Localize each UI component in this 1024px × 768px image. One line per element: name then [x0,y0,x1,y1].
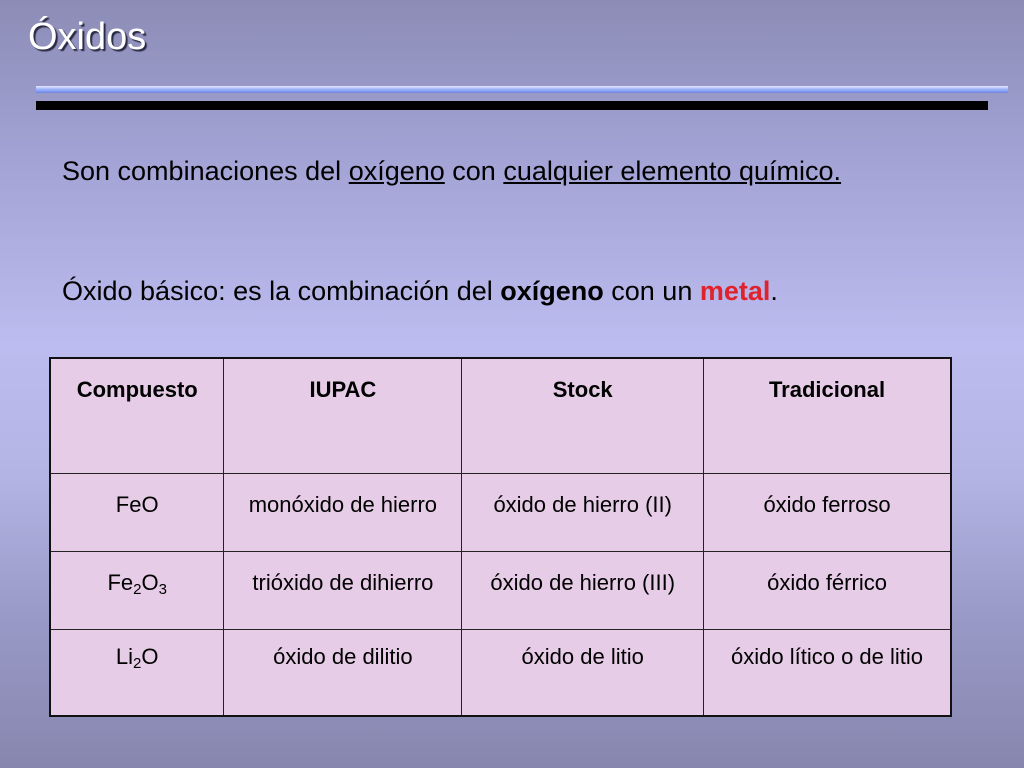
oxygen-bold-text: oxígeno [500,276,604,306]
compound-part: Li [115,644,134,669]
compound-part: O [141,644,159,669]
definition-text-2: con [444,156,504,186]
compound-cell [50,630,224,717]
basic-oxide-text-3: . [770,276,778,306]
stock-cell: óxido de hierro (II) [462,474,704,552]
definition-text-1: Son combinaciones del [62,156,349,186]
compound-cell [50,552,224,630]
metal-highlight-text: metal [699,276,771,306]
compound-subscript: 2 [133,655,142,672]
compound-part: FeO [115,492,159,517]
header-compuesto: Compuesto [50,358,224,474]
compound-subscript: 2 [133,581,142,598]
compound-subscript: 3 [158,581,167,598]
table-row [50,474,951,552]
compound-cell [50,474,224,552]
table-header-row [50,358,951,474]
oxygen-link-text: oxígeno [348,156,445,186]
header-iupac: IUPAC [224,358,462,474]
title-rule-dark [36,101,988,110]
iupac-cell: monóxido de hierro [224,474,462,552]
table-row [50,630,951,717]
traditional-cell: óxido ferroso [704,474,951,552]
element-link-text: cualquier elemento químico. [503,156,842,186]
iupac-cell: trióxido de dihierro [224,552,462,630]
basic-oxide-paragraph [62,273,962,309]
stock-cell: óxido de hierro (III) [462,552,704,630]
compound-part: Fe [107,570,134,595]
title-rule-light [36,86,1008,93]
header-tradicional: Tradicional [704,358,951,474]
basic-oxide-text-1: Óxido básico: es la combinación del [62,276,501,306]
definition-paragraph [62,153,962,189]
header-stock: Stock [462,358,704,474]
traditional-cell: óxido férrico [704,552,951,630]
iupac-cell: óxido de dilitio [224,630,462,717]
oxides-table [49,357,952,717]
table-row [50,552,951,630]
basic-oxide-text-2: con un [603,276,700,306]
compound-part: O [141,570,159,595]
traditional-cell: óxido lítico o de litio [704,630,951,717]
stock-cell: óxido de litio [462,630,704,717]
slide-title: Óxidos [28,16,147,58]
